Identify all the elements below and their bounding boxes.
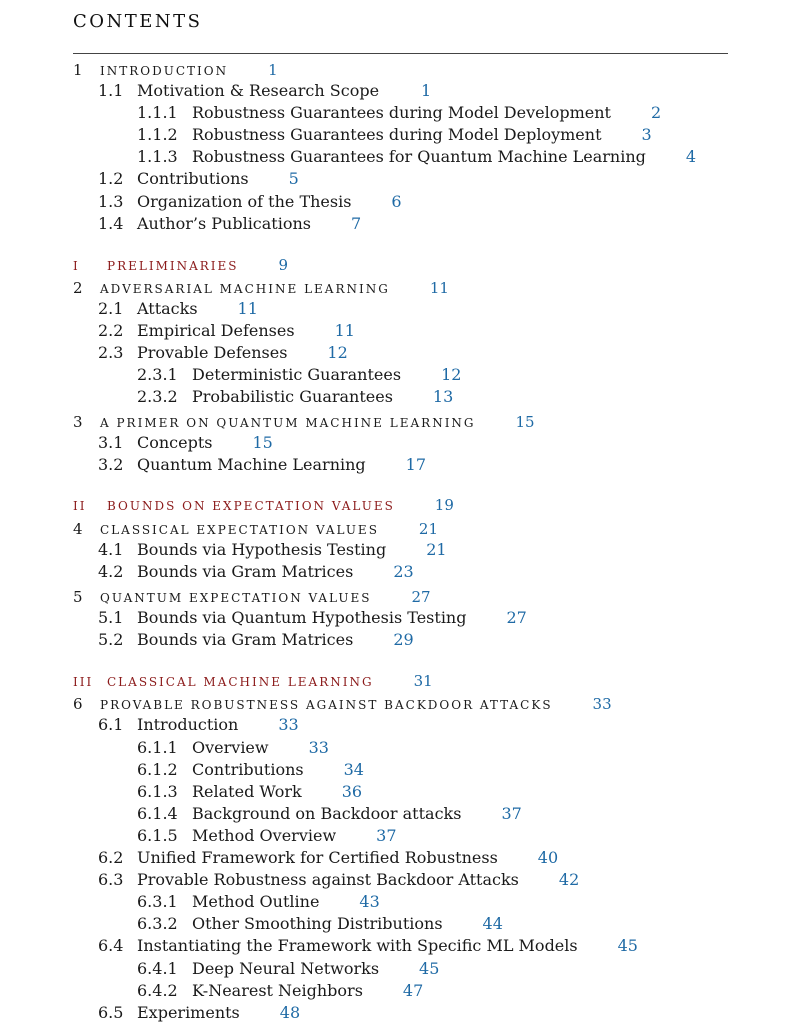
page-number[interactable]: 45 bbox=[617, 936, 638, 955]
toc-subsection[interactable] bbox=[137, 826, 397, 846]
entry-title: Bounds via Gram Matrices bbox=[137, 630, 354, 649]
entry-title: Overview bbox=[192, 738, 269, 757]
page-number[interactable]: 2 bbox=[650, 103, 662, 122]
toc-section[interactable] bbox=[98, 343, 348, 363]
entry-title: Attacks bbox=[137, 299, 198, 318]
entry-title: Background on Backdoor attacks bbox=[192, 804, 462, 823]
page-number[interactable]: 19 bbox=[434, 496, 454, 514]
toc-section[interactable] bbox=[98, 214, 361, 234]
toc-subsection[interactable] bbox=[137, 103, 661, 123]
page-number[interactable]: 45 bbox=[419, 959, 440, 978]
entry-number: 4.2 bbox=[98, 562, 124, 581]
entry-number: 6.4.2 bbox=[137, 981, 178, 1000]
entry-title: Robustness Guarantees during Model Development bbox=[192, 103, 611, 122]
entry-number: 5 bbox=[73, 588, 85, 606]
page-number[interactable]: 4 bbox=[685, 147, 697, 166]
entry-title: K-Nearest Neighbors bbox=[192, 981, 363, 1000]
toc-chapter[interactable] bbox=[73, 412, 535, 433]
entry-number: 6.1 bbox=[98, 715, 124, 734]
entry-title: Contributions bbox=[192, 760, 304, 779]
entry-title: Deep Neural Networks bbox=[192, 959, 380, 978]
entry-title: ADVERSARIAL MACHINE LEARNING bbox=[100, 282, 390, 296]
toc-subsection[interactable] bbox=[137, 365, 461, 385]
page-number[interactable]: 33 bbox=[592, 695, 612, 713]
entry-number: 6.1.3 bbox=[137, 782, 178, 801]
entry-number: 5.2 bbox=[98, 630, 124, 649]
entry-number: 3.2 bbox=[98, 455, 124, 474]
toc-subsection[interactable] bbox=[137, 738, 329, 758]
page-number[interactable]: 11 bbox=[429, 279, 449, 297]
toc-section[interactable] bbox=[98, 936, 638, 956]
entry-number: 5.1 bbox=[98, 608, 124, 627]
toc-chapter[interactable] bbox=[73, 60, 278, 81]
toc-chapter[interactable] bbox=[73, 278, 449, 299]
page-number[interactable]: 44 bbox=[482, 914, 503, 933]
toc-section[interactable] bbox=[98, 1003, 300, 1023]
entry-title: PRELIMINARIES bbox=[107, 259, 239, 273]
entry-number: 1.1.1 bbox=[137, 103, 178, 122]
entry-number: 2.3 bbox=[98, 343, 124, 362]
toc-section[interactable] bbox=[98, 630, 414, 650]
entry-number: 6.1.5 bbox=[137, 826, 178, 845]
entry-title: Bounds via Quantum Hypothesis Testing bbox=[137, 608, 467, 627]
entry-title: Introduction bbox=[137, 715, 239, 734]
page-number[interactable]: 29 bbox=[393, 630, 414, 649]
toc-subsection[interactable] bbox=[137, 914, 503, 934]
entry-number: 3.1 bbox=[98, 433, 124, 452]
entry-number: 1 bbox=[73, 61, 85, 79]
toc-subsection[interactable] bbox=[137, 760, 364, 780]
page-title: CONTENTS bbox=[73, 11, 203, 32]
entry-number: 6.3.2 bbox=[137, 914, 178, 933]
page-number[interactable]: 11 bbox=[334, 321, 355, 340]
entry-title: Author’s Publications bbox=[137, 214, 311, 233]
toc-section[interactable] bbox=[98, 608, 527, 628]
page-number[interactable]: 37 bbox=[501, 804, 522, 823]
entry-title: Robustness Guarantees during Model Deployment bbox=[192, 125, 602, 144]
entry-number: 6.2 bbox=[98, 848, 124, 867]
page-number[interactable]: 15 bbox=[252, 433, 273, 452]
page-number[interactable]: 21 bbox=[426, 540, 447, 559]
toc-section[interactable] bbox=[98, 455, 426, 475]
page-number[interactable]: 1 bbox=[421, 81, 432, 100]
page-number[interactable]: 6 bbox=[391, 192, 402, 211]
entry-number: 2.2 bbox=[98, 321, 124, 340]
entry-number: 1.1.2 bbox=[137, 125, 178, 144]
entry-title: BOUNDS ON EXPECTATION VALUES bbox=[107, 499, 395, 513]
page-number[interactable]: 43 bbox=[359, 892, 380, 911]
entry-title: Bounds via Hypothesis Testing bbox=[137, 540, 387, 559]
toc-subsection[interactable] bbox=[137, 804, 522, 824]
entry-number: 2 bbox=[73, 279, 85, 297]
entry-number: 2.3.1 bbox=[137, 365, 178, 384]
entry-number: 1.3 bbox=[98, 192, 124, 211]
page-number[interactable]: 48 bbox=[279, 1003, 301, 1022]
entry-title: Bounds via Gram Matrices bbox=[137, 562, 354, 581]
toc-part[interactable] bbox=[73, 255, 288, 276]
entry-title: Motivation & Research Scope bbox=[137, 81, 380, 100]
page-number[interactable]: 33 bbox=[278, 715, 299, 734]
entry-number: 6.1.1 bbox=[137, 738, 178, 757]
toc-section[interactable] bbox=[98, 81, 431, 101]
entry-title: Provable Defenses bbox=[137, 343, 288, 362]
entry-number: I bbox=[73, 259, 80, 273]
toc-subsection[interactable] bbox=[137, 125, 652, 145]
entry-number: 6.1.2 bbox=[137, 760, 178, 779]
entry-title: Probabilistic Guarantees bbox=[192, 387, 393, 406]
entry-number: 1.1 bbox=[98, 81, 124, 100]
entry-number: 6.4.1 bbox=[137, 959, 178, 978]
page-number[interactable]: 31 bbox=[413, 672, 433, 690]
entry-title: Quantum Machine Learning bbox=[137, 455, 366, 474]
page-number[interactable]: 47 bbox=[402, 981, 424, 1000]
page-number[interactable]: 40 bbox=[537, 848, 559, 867]
toc-subsection[interactable] bbox=[137, 959, 439, 979]
page-number[interactable]: 37 bbox=[376, 826, 397, 845]
entry-title: Other Smoothing Distributions bbox=[192, 914, 443, 933]
entry-number: 6 bbox=[73, 695, 85, 713]
page-number[interactable]: 5 bbox=[288, 169, 299, 188]
page-number[interactable]: 21 bbox=[418, 520, 439, 538]
toc-subsection[interactable] bbox=[137, 892, 380, 912]
entry-title: Organization of the Thesis bbox=[137, 192, 352, 211]
entry-title: Contributions bbox=[137, 169, 249, 188]
entry-title: Robustness Guarantees for Quantum Machine Learning bbox=[192, 147, 646, 166]
page-number[interactable]: 3 bbox=[641, 125, 652, 144]
entry-number: III bbox=[73, 675, 94, 689]
entry-title: PROVABLE ROBUSTNESS AGAINST BACKDOOR ATTACKS bbox=[100, 698, 553, 712]
entry-title: CLASSICAL MACHINE LEARNING bbox=[107, 675, 374, 689]
toc-section[interactable] bbox=[98, 299, 258, 319]
entry-number: II bbox=[73, 499, 87, 513]
toc-section[interactable] bbox=[98, 870, 579, 890]
toc-section[interactable] bbox=[98, 562, 414, 582]
page-number[interactable]: 36 bbox=[341, 782, 363, 801]
entry-number: 1.1.3 bbox=[137, 147, 178, 166]
entry-number: 6.1.4 bbox=[137, 804, 178, 823]
entry-number: 3 bbox=[73, 413, 85, 431]
entry-number: 1.4 bbox=[98, 214, 124, 233]
entry-title: Deterministic Guarantees bbox=[192, 365, 402, 384]
entry-title: Method Outline bbox=[192, 892, 320, 911]
entry-number: 4 bbox=[73, 520, 85, 538]
entry-title: Instantiating the Framework with Specific ML Models bbox=[137, 936, 578, 955]
entry-title: Provable Robustness against Backdoor Attacks bbox=[137, 870, 519, 889]
toc-section[interactable] bbox=[98, 540, 447, 560]
toc-part[interactable] bbox=[73, 671, 433, 692]
entry-title: A PRIMER ON QUANTUM MACHINE LEARNING bbox=[100, 416, 476, 430]
toc-subsection[interactable] bbox=[137, 782, 362, 802]
page-number[interactable]: 12 bbox=[441, 365, 462, 384]
entry-title: Empirical Defenses bbox=[137, 321, 295, 340]
page-number[interactable]: 27 bbox=[506, 608, 527, 627]
entry-number: 2.3.2 bbox=[137, 387, 178, 406]
toc-subsection[interactable] bbox=[137, 981, 423, 1001]
toc-section[interactable] bbox=[98, 848, 558, 868]
entry-title: CLASSICAL EXPECTATION VALUES bbox=[100, 523, 379, 537]
page-number[interactable]: 13 bbox=[432, 387, 454, 406]
entry-title: Concepts bbox=[137, 433, 213, 452]
toc-section[interactable] bbox=[98, 433, 273, 453]
entry-number: 4.1 bbox=[98, 540, 124, 559]
entry-title: INTRODUCTION bbox=[100, 64, 229, 78]
page-number[interactable]: 33 bbox=[308, 738, 329, 757]
page-number[interactable]: 15 bbox=[515, 413, 535, 431]
toc-chapter[interactable] bbox=[73, 519, 438, 540]
page-number[interactable]: 7 bbox=[351, 214, 362, 233]
toc-part[interactable] bbox=[73, 495, 454, 516]
entry-title: QUANTUM EXPECTATION VALUES bbox=[100, 591, 372, 605]
page-number[interactable]: 17 bbox=[405, 455, 427, 474]
toc-chapter[interactable] bbox=[73, 587, 431, 608]
page-number[interactable]: 1 bbox=[268, 61, 278, 79]
entry-number: 6.4 bbox=[98, 936, 124, 955]
entry-title: Method Overview bbox=[192, 826, 337, 845]
page-number[interactable]: 23 bbox=[393, 562, 414, 581]
entry-number: 1.2 bbox=[98, 169, 124, 188]
toc-chapter[interactable] bbox=[73, 694, 612, 715]
toc-subsection[interactable] bbox=[137, 387, 453, 407]
entry-number: 6.5 bbox=[98, 1003, 124, 1022]
toc-section[interactable] bbox=[98, 169, 299, 189]
page-number[interactable]: 11 bbox=[237, 299, 258, 318]
entry-number: 6.3.1 bbox=[137, 892, 178, 911]
entry-title: Related Work bbox=[192, 782, 302, 801]
toc-subsection[interactable] bbox=[137, 147, 696, 167]
toc-section[interactable] bbox=[98, 715, 299, 735]
page-number[interactable]: 27 bbox=[411, 588, 431, 606]
toc-section[interactable] bbox=[98, 321, 355, 341]
entry-title: Experiments bbox=[137, 1003, 240, 1022]
page-number[interactable]: 9 bbox=[278, 256, 289, 274]
entry-number: 6.3 bbox=[98, 870, 124, 889]
entry-number: 2.1 bbox=[98, 299, 124, 318]
toc-section[interactable] bbox=[98, 192, 402, 212]
page-number[interactable]: 12 bbox=[327, 343, 348, 362]
entry-title: Unified Framework for Certified Robustness bbox=[137, 848, 498, 867]
page-number[interactable]: 34 bbox=[343, 760, 364, 779]
page-number[interactable]: 42 bbox=[558, 870, 580, 889]
